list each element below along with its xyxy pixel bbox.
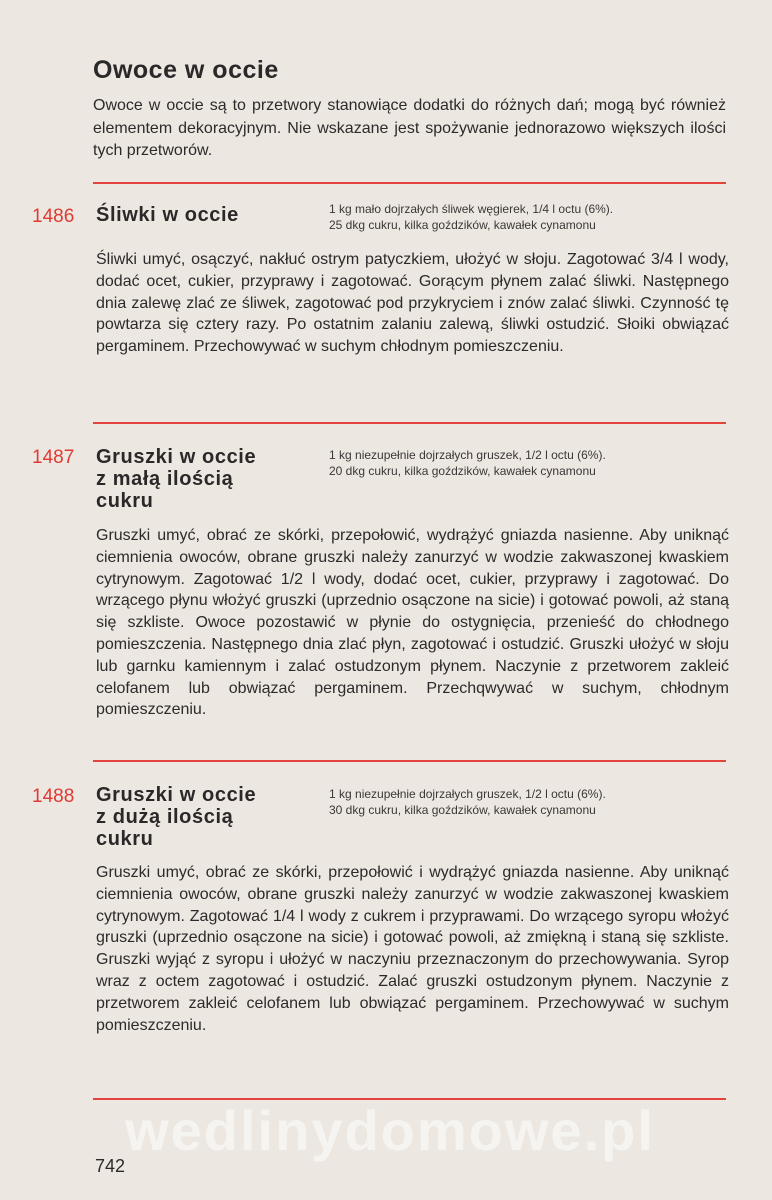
recipe-title-line: Gruszki w occie (96, 784, 257, 806)
recipe-divider (93, 760, 726, 762)
recipe-divider (93, 422, 726, 424)
section-title: Owoce w occie (93, 56, 279, 84)
recipe-instructions: Gruszki umyć, obrać ze skórki, przepołowić i wydrążyć gniazda nasienne. Aby uniknąć ciemnienia owoców, obrane gruszki należy zanurzyć w wodzie zakwaszonej kwaskiem cytrynowym. Zagotować 1/4 l wody z cukrem i przyprawami. Do wrzącego syropu włożyć gruszki (uprzednio osączone na sicie) i gotować powoli, aż zmiękną i staną się szkliste. Gruszki wyjąć z syropu i ułożyć w naczyniu przeznaczonym do przechowywania. Syrop wraz z octem zagotować i ostudzić. Zalać gruszki ostudzonym płynem. Naczynie z przetworem zakleić celofanem lub obwiązać pergaminem. Przechowywać w suchym pomieszczeniu. (96, 864, 729, 1034)
ingredient-line: 30 dkg cukru, kilka goździków, kawałek cynamonu (329, 803, 596, 817)
recipe-title (96, 784, 311, 850)
recipe-ingredients (329, 201, 729, 233)
ingredient-line: 1 kg niezupełnie dojrzałych gruszek, 1/2 l octu (6%). (329, 787, 606, 801)
recipe-title (96, 204, 311, 226)
recipe-instructions: Śliwki umyć, osączyć, nakłuć ostrym patyczkiem, ułożyć w słoju. Zagotować 3/4 l wody, dodać ocet, cukier, przyprawy i zagotować. Gorącym płynem zalać śliwki. Następnego dnia zalewę zlać ze śliwek, zagotować pod przykryciem i znów zalać śliwki. Czynność tę powtarza się cztery razy. Po ostatnim zalaniu zalewą, śliwki ostudzić. Słoiki obwiązać pergaminem. Przechowywać w suchym chłodnym pomieszczeniu. (96, 251, 729, 356)
ingredient-line: 25 dkg cukru, kilka goździków, kawałek cynamonu (329, 218, 596, 232)
section-intro: Owoce w occie są to przetwory stanowiące dodatki do różnych dań; mogą być również elementem dekoracyjnym. Nie wskazane jest spożywanie jednorazowo większych ilości tych przetworów. (93, 97, 726, 159)
recipe-instructions: Gruszki umyć, obrać ze skórki, przepołowić, wydrążyć gniazda nasienne. Aby uniknąć ciemnienia owoców, obrane gruszki należy zanurzyć w wodzie zakwaszonej kwaskiem cytrynowym. Zagotować 1/2 l wody, dodać ocet, cukier, przyprawy i zagotować. Do wrzącego płynu włożyć gruszki (uprzednio osączone na sicie) i gotować powoli, aż staną się szkliste. Owoce pozostawić w płynie do ostygnięcia, przenieść do chłodnego pomieszczenia. Następnego dnia zlać płyn, zagotować i ostudzić. Gruszki ułożyć w słoju lub garnku kamiennym i zalać ostudzonym płynem. Naczynie z przetworem zakleić celofanem lub obwiązać pergaminem. Przechqwywać w suchym, chłodnym pomieszczeniu. (96, 527, 729, 719)
ingredient-line: 1 kg mało dojrzałych śliwek węgierek, 1/4 l octu (6%). (329, 202, 614, 216)
ingredient-line: 1 kg niezupełnie dojrzałych gruszek, 1/2 l octu (6%). (329, 448, 606, 462)
recipe-title-line: z małą ilością (96, 468, 234, 490)
recipe-number: 1488 (32, 786, 75, 807)
recipe-ingredients (329, 786, 729, 818)
recipe-number: 1487 (32, 447, 75, 468)
ingredient-line: 20 dkg cukru, kilka goździków, kawałek cynamonu (329, 464, 596, 478)
recipe-title-line: cukru (96, 490, 154, 512)
page-number: 742 (95, 1156, 126, 1176)
section-divider (93, 182, 726, 184)
recipe-title-line: Gruszki w occie (96, 446, 257, 468)
watermark: wedlinydomowe.pl (125, 1099, 655, 1162)
recipe-title-line: z dużą ilością (96, 806, 234, 828)
recipe-ingredients (329, 447, 729, 479)
recipe-title-line: cukru (96, 828, 154, 850)
recipe-number: 1486 (32, 206, 75, 227)
recipe-title (96, 446, 311, 512)
recipe-title-line: Śliwki w occie (96, 204, 239, 226)
